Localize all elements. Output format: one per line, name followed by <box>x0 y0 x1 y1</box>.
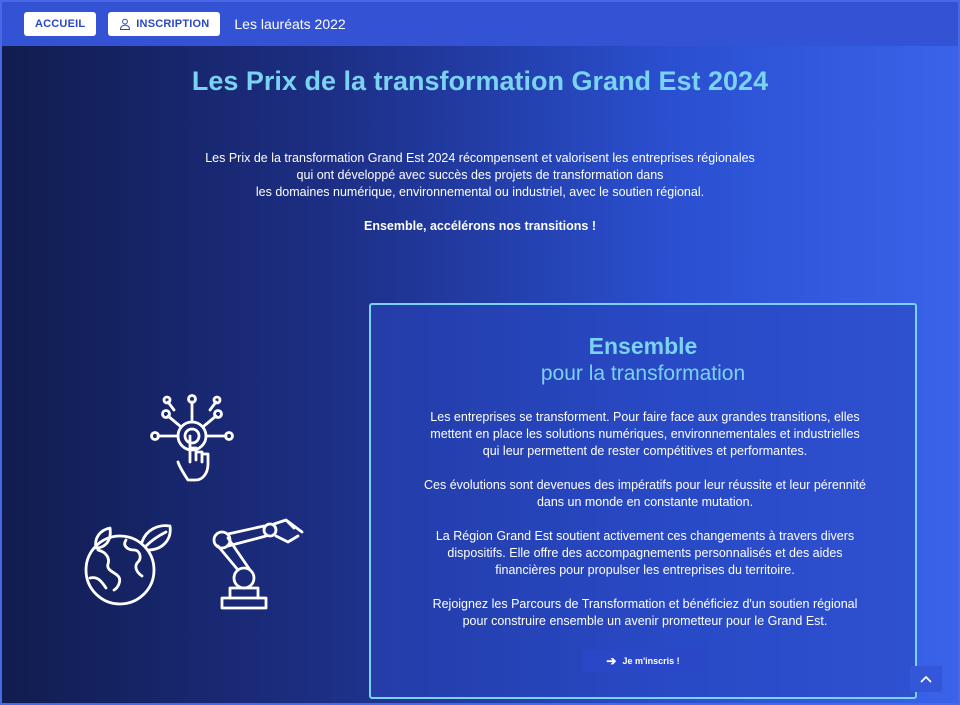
eco-globe-icon <box>80 520 174 614</box>
intro-tagline: Ensemble, accélérons nos transitions ! <box>363 219 597 233</box>
card-line: pour construire ensemble un avenir prometteur pour le Grand Est. <box>462 614 828 628</box>
top-navbar <box>2 2 958 46</box>
digital-touch-icon <box>144 392 240 488</box>
card-paragraph <box>395 409 895 460</box>
page-title: Les Prix de la transformation Grand Est 2024 <box>191 66 769 96</box>
card-line: Rejoignez les Parcours de Transformation et bénéficiez d'un soutien régional <box>432 597 858 611</box>
card-line: mettent en place les solutions numériques, environnementales et industrielles <box>430 427 860 441</box>
card-line: financières pour propulser les entreprises du territoire. <box>495 563 795 577</box>
signup-button-label: INSCRIPTION <box>136 18 210 30</box>
card-line: dans un monde en constante mutation. <box>536 495 754 509</box>
card-line: La Région Grand Est soutient activement ces changements à travers divers <box>435 529 855 543</box>
intro-text <box>142 150 818 235</box>
illustrations <box>72 392 322 622</box>
card-title: Ensemble <box>588 333 698 359</box>
signup-button[interactable] <box>108 12 220 36</box>
card-paragraph <box>395 477 895 511</box>
card-body <box>395 409 895 647</box>
card-line: Les entreprises se transforment. Pour faire face aux grandes transitions, elles <box>430 410 860 424</box>
home-button[interactable] <box>24 12 96 36</box>
card-paragraph <box>395 528 895 579</box>
card-subtitle: pour la transformation <box>540 362 746 385</box>
card-line: dispositifs. Elle offre des accompagnements personnalisés et des aides <box>447 546 843 560</box>
card-paragraph <box>395 596 895 630</box>
scroll-to-top-button[interactable] <box>910 666 942 692</box>
intro-line: les domaines numérique, environnemental ou industriel, avec le soutien régional. <box>255 185 705 199</box>
signup-cta-button[interactable] <box>583 650 703 672</box>
signup-cta-label: Je m'inscris ! <box>622 656 680 666</box>
industrial-robot-arm-icon <box>208 518 308 614</box>
user-icon <box>119 18 131 30</box>
laureates-link[interactable]: Les lauréats 2022 <box>234 16 346 32</box>
intro-line: Les Prix de la transformation Grand Est 2024 récompensent et valorisent les entreprises régionales <box>205 151 755 165</box>
intro-line: qui ont développé avec succès des projets de transformation dans <box>296 168 664 182</box>
card-line: Ces évolutions sont devenues des impératifs pour leur réussite et leur pérennité <box>424 478 866 492</box>
chevron-up-icon <box>920 672 932 686</box>
arrow-right-icon: ➔ <box>606 654 617 668</box>
info-card <box>369 303 917 699</box>
home-button-label: ACCUEIL <box>35 18 86 30</box>
card-line: qui leur permettent de rester compétitives et performantes. <box>482 444 808 458</box>
